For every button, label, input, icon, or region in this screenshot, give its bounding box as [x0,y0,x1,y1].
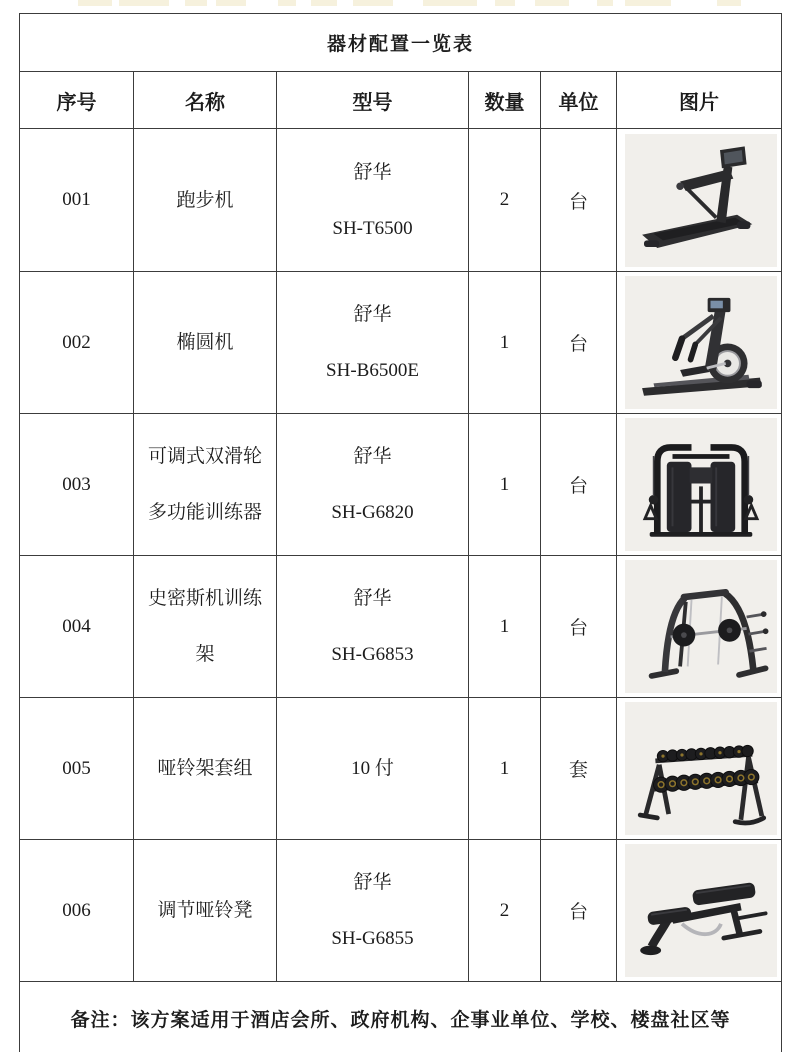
row-qty: 1 [469,698,541,840]
table-row [20,129,782,272]
row-no: 004 [20,556,134,698]
row-qty: 1 [469,414,541,556]
row-no: 005 [20,698,134,840]
row-unit: 台 [541,556,617,698]
row-image-cell [617,840,782,982]
row-image-cell [617,698,782,840]
header-model: 型号 [277,72,469,129]
treadmill-image [625,134,777,267]
row-no: 002 [20,272,134,414]
row-name: 可调式双滑轮 多功能训练器 [134,414,277,556]
smith-machine-image [625,560,777,693]
elliptical-image [625,276,777,409]
adjustable-bench-image [625,844,777,977]
row-unit: 台 [541,840,617,982]
row-unit: 台 [541,129,617,272]
row-name: 跑步机 [134,129,277,272]
table-row [20,556,782,698]
row-no: 003 [20,414,134,556]
row-model: 舒华 SH-G6820 [277,414,469,556]
remarks-note: 备注：该方案适用于酒店会所、政府机构、企事业单位、学校、楼盘社区等 [20,982,782,1052]
row-qty: 1 [469,556,541,698]
row-model: 10 付 [277,698,469,840]
row-model: 舒华 SH-T6500 [277,129,469,272]
table-row [20,272,782,414]
row-image-cell [617,414,782,556]
row-image-cell [617,129,782,272]
table-row [20,414,782,556]
header-name: 名称 [134,72,277,129]
row-model: 舒华 SH-G6853 [277,556,469,698]
row-model: 舒华 SH-G6855 [277,840,469,982]
header-row [20,72,782,129]
row-name: 椭圆机 [134,272,277,414]
row-unit: 套 [541,698,617,840]
row-unit: 台 [541,414,617,556]
row-name: 哑铃架套组 [134,698,277,840]
header-unit: 单位 [541,72,617,129]
row-qty: 1 [469,272,541,414]
functional-trainer-image [625,418,777,551]
header-no: 序号 [20,72,134,129]
cutoff-text-fragments [78,0,778,7]
row-model: 舒华 SH-B6500E [277,272,469,414]
row-no: 001 [20,129,134,272]
row-no: 006 [20,840,134,982]
table-row [20,698,782,840]
header-image: 图片 [617,72,782,129]
row-qty: 2 [469,840,541,982]
row-qty: 2 [469,129,541,272]
row-name: 史密斯机训练 架 [134,556,277,698]
row-image-cell [617,272,782,414]
equipment-table [19,13,782,1052]
row-unit: 台 [541,272,617,414]
header-qty: 数量 [469,72,541,129]
table-title: 器材配置一览表 [20,14,782,72]
dumbbell-rack-image [625,702,777,835]
row-name: 调节哑铃凳 [134,840,277,982]
row-image-cell [617,556,782,698]
table-row [20,840,782,982]
